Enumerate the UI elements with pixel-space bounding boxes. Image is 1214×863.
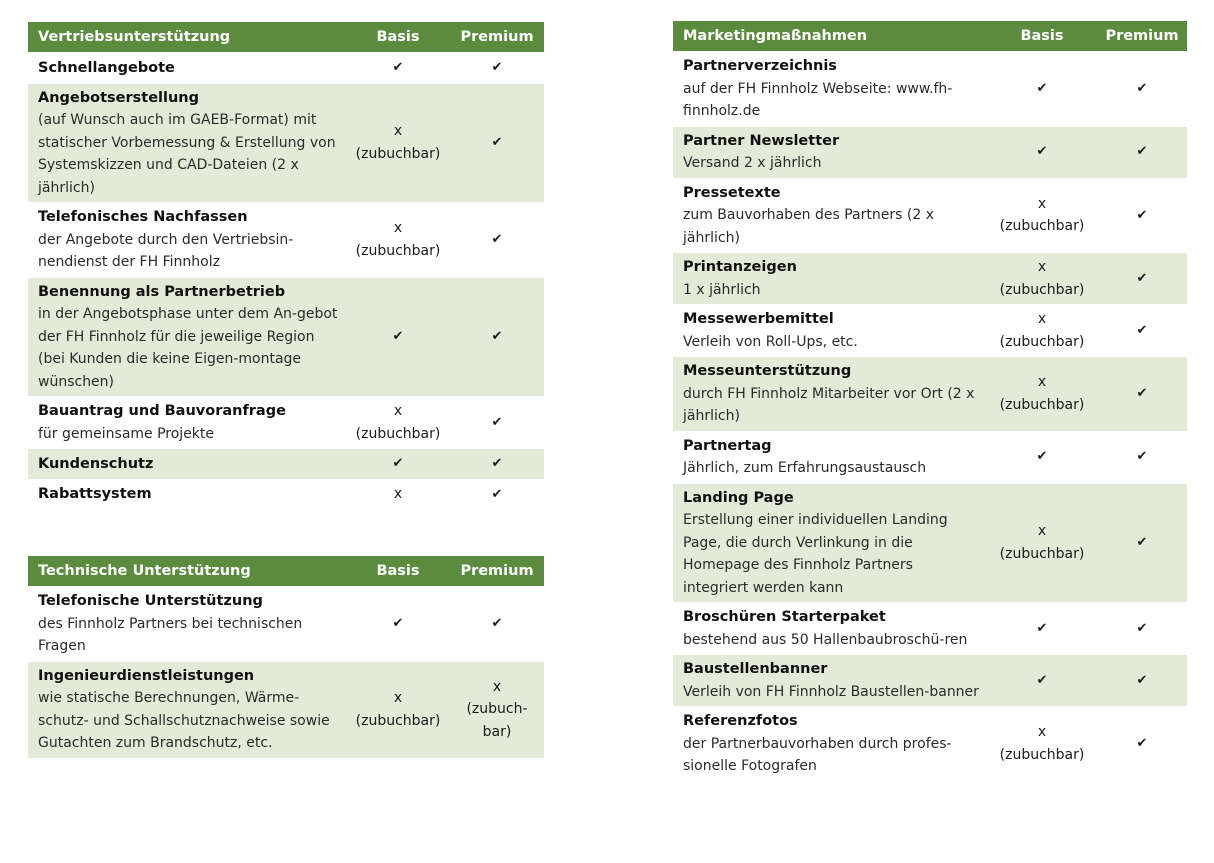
checkmark-icon: ✔ bbox=[491, 486, 503, 502]
header-basis: Basis bbox=[346, 556, 450, 587]
feature-title: Pressetexte bbox=[683, 184, 781, 201]
feature-title: Messewerbemittel bbox=[683, 311, 834, 327]
x-mark: x bbox=[1037, 195, 1047, 212]
feature-title: Messeunterstützung bbox=[683, 363, 852, 379]
basis-cell bbox=[987, 357, 1097, 432]
feature-cell bbox=[28, 83, 346, 203]
feature-cell bbox=[673, 707, 987, 781]
premium-cell bbox=[1097, 305, 1187, 357]
feature-description: Erstellung einer individuellen Landing Page, die durch Verlinkung in die Homepage des Finnholz Partners integriert werden kann bbox=[683, 512, 948, 596]
x-mark: x bbox=[1037, 374, 1047, 391]
feature-description: bestehend aus 50 Hallenbaubroschü-ren bbox=[683, 631, 968, 648]
basis-cell bbox=[987, 431, 1097, 483]
x-mark: x bbox=[393, 220, 403, 237]
table-marketingmassnahmen bbox=[673, 21, 1187, 781]
table-row bbox=[28, 277, 544, 397]
optional-note-line-1: (zubuch- bbox=[466, 701, 528, 718]
table-row bbox=[673, 357, 1187, 432]
table-technische-unterstuetzung bbox=[28, 556, 544, 758]
table-row bbox=[28, 83, 544, 203]
table-header bbox=[28, 556, 544, 587]
basis-cell bbox=[346, 449, 450, 480]
checkmark-icon: ✔ bbox=[1136, 449, 1148, 465]
basis-cell bbox=[346, 277, 450, 397]
feature-cell bbox=[28, 587, 346, 662]
premium-cell bbox=[1097, 431, 1187, 483]
table-row bbox=[673, 126, 1187, 178]
feature-cell bbox=[28, 203, 346, 278]
table-header bbox=[28, 22, 544, 53]
feature-description: für gemeinsame Projekte bbox=[38, 425, 215, 442]
feature-description: auf der FH Finnholz Webseite: www.fh-finnholz.de bbox=[683, 80, 953, 119]
basis-cell bbox=[987, 603, 1097, 655]
x-mark: x bbox=[393, 690, 403, 706]
checkmark-icon: ✔ bbox=[491, 135, 503, 150]
feature-cell bbox=[673, 483, 987, 603]
feature-description: zum Bauvorhaben des Partners (2 x jährlich) bbox=[683, 207, 934, 246]
checkmark-icon: ✔ bbox=[1136, 207, 1148, 223]
feature-title: Ingenieurdienstleistungen bbox=[38, 667, 255, 684]
checkmark-icon: ✔ bbox=[491, 60, 503, 75]
table-row bbox=[673, 305, 1187, 357]
x-mark: x bbox=[393, 486, 403, 502]
premium-cell bbox=[1097, 655, 1187, 707]
feature-title: Landing Page bbox=[683, 489, 794, 506]
premium-cell bbox=[450, 277, 544, 397]
table-row bbox=[673, 655, 1187, 707]
feature-title: Rabattsystem bbox=[38, 486, 152, 502]
table-row bbox=[673, 52, 1187, 127]
header-title: Marketingmaßnahmen bbox=[673, 21, 987, 52]
premium-cell bbox=[1097, 357, 1187, 432]
feature-cell bbox=[28, 661, 346, 758]
feature-description: (auf Wunsch auch im GAEB-Format) mit statischer Vorbemessung & Erstellung von Systemskizzen und CAD-Dateien (2 x jährlich) bbox=[38, 112, 336, 196]
checkmark-icon: ✔ bbox=[1136, 386, 1148, 401]
feature-description: durch FH Finnholz Mitarbeiter vor Ort (2 x jährlich) bbox=[683, 385, 975, 424]
premium-cell bbox=[1097, 707, 1187, 781]
header-premium: Premium bbox=[450, 22, 544, 53]
feature-description: Jährlich, zum Erfahrungsaustausch bbox=[683, 460, 927, 476]
checkmark-icon: ✔ bbox=[1036, 620, 1048, 636]
x-mark: x bbox=[492, 678, 502, 695]
feature-cell bbox=[28, 53, 346, 84]
table-row bbox=[28, 397, 544, 449]
table-row bbox=[673, 483, 1187, 603]
header-premium: Premium bbox=[450, 556, 544, 587]
optional-note: (zubuchbar) bbox=[999, 333, 1085, 350]
checkmark-icon: ✔ bbox=[1136, 322, 1148, 338]
basis-cell bbox=[346, 397, 450, 449]
table-row bbox=[28, 449, 544, 480]
optional-note: (zubuchbar) bbox=[999, 545, 1085, 562]
basis-cell bbox=[987, 52, 1097, 127]
premium-cell bbox=[1097, 126, 1187, 178]
basis-cell bbox=[346, 53, 450, 84]
optional-note: (zubuchbar) bbox=[999, 281, 1085, 298]
header-basis: Basis bbox=[987, 21, 1097, 52]
checkmark-icon: ✔ bbox=[1036, 449, 1048, 465]
header-basis: Basis bbox=[346, 22, 450, 53]
checkmark-icon: ✔ bbox=[392, 329, 404, 344]
feature-title: Telefonische Unterstützung bbox=[38, 593, 263, 609]
x-mark: x bbox=[1037, 724, 1047, 741]
feature-title: Partnerverzeichnis bbox=[683, 58, 837, 74]
feature-description: des Finnholz Partners bei technischen Fragen bbox=[38, 615, 303, 654]
feature-description: Versand 2 x jährlich bbox=[683, 155, 822, 171]
x-mark: x bbox=[1037, 311, 1047, 327]
premium-cell bbox=[1097, 253, 1187, 305]
feature-cell bbox=[28, 277, 346, 397]
feature-cell bbox=[673, 178, 987, 253]
feature-description: Verleih von Roll-Ups, etc. bbox=[683, 333, 858, 350]
feature-cell bbox=[673, 52, 987, 127]
basis-cell bbox=[346, 83, 450, 203]
header-title: Technische Unterstützung bbox=[28, 556, 346, 587]
checkmark-icon: ✔ bbox=[1036, 672, 1048, 688]
checkmark-icon: ✔ bbox=[491, 232, 503, 247]
checkmark-icon: ✔ bbox=[392, 456, 404, 471]
table-row bbox=[28, 479, 544, 509]
premium-cell bbox=[450, 479, 544, 509]
checkmark-icon: ✔ bbox=[491, 456, 503, 471]
checkmark-icon: ✔ bbox=[392, 60, 404, 75]
feature-cell bbox=[28, 397, 346, 449]
premium-cell bbox=[1097, 603, 1187, 655]
table-row bbox=[673, 431, 1187, 483]
feature-title: Printanzeigen bbox=[683, 259, 797, 275]
basis-cell bbox=[987, 253, 1097, 305]
feature-description: Verleih von FH Finnholz Baustellen-banner bbox=[683, 683, 979, 700]
basis-cell bbox=[346, 587, 450, 662]
checkmark-icon: ✔ bbox=[1136, 144, 1148, 160]
premium-cell bbox=[450, 203, 544, 278]
table-row bbox=[673, 603, 1187, 655]
feature-cell bbox=[673, 603, 987, 655]
feature-description: in der Angebotsphase unter dem An-gebot der FH Finnholz für die jeweilige Region (bei Kunden die keine Eigen-montage wünschen) bbox=[38, 306, 338, 390]
feature-cell bbox=[28, 479, 346, 509]
feature-description: der Partnerbauvorhaben durch profes-sionelle Fotografen bbox=[683, 735, 952, 774]
optional-note: (zubuchbar) bbox=[999, 218, 1085, 235]
header-premium: Premium bbox=[1097, 21, 1187, 52]
checkmark-icon: ✔ bbox=[1136, 535, 1148, 550]
basis-cell bbox=[346, 479, 450, 509]
feature-title: Telefonisches Nachfassen bbox=[38, 209, 248, 225]
basis-cell bbox=[346, 661, 450, 758]
checkmark-icon: ✔ bbox=[1136, 620, 1148, 636]
basis-cell bbox=[987, 126, 1097, 178]
feature-description: wie statische Berechnungen, Wärme-schutz- und Schallschutznachweise sowie Gutachten zum Brandschutz, etc. bbox=[38, 690, 330, 751]
basis-cell bbox=[987, 305, 1097, 357]
table-row bbox=[673, 707, 1187, 781]
feature-title: Baustellenbanner bbox=[683, 661, 828, 677]
feature-title: Benennung als Partnerbetrieb bbox=[38, 283, 286, 300]
feature-title: Broschüren Starterpaket bbox=[683, 609, 886, 625]
checkmark-icon: ✔ bbox=[1136, 736, 1148, 751]
x-mark: x bbox=[1037, 259, 1047, 275]
table-row bbox=[28, 587, 544, 662]
feature-cell bbox=[28, 449, 346, 480]
feature-cell bbox=[673, 357, 987, 432]
checkmark-icon: ✔ bbox=[1036, 81, 1048, 96]
checkmark-icon: ✔ bbox=[491, 414, 503, 430]
checkmark-icon: ✔ bbox=[1036, 144, 1048, 160]
table-row bbox=[28, 203, 544, 278]
feature-cell bbox=[673, 655, 987, 707]
basis-cell bbox=[987, 655, 1097, 707]
table-header bbox=[673, 21, 1187, 52]
basis-cell bbox=[987, 483, 1097, 603]
feature-title: Angebotserstellung bbox=[38, 89, 200, 106]
feature-title: Schnellangebote bbox=[38, 59, 175, 76]
premium-cell bbox=[450, 449, 544, 480]
optional-note: (zubuchbar) bbox=[999, 396, 1085, 413]
table-row bbox=[28, 661, 544, 758]
feature-cell bbox=[673, 126, 987, 178]
basis-cell bbox=[987, 707, 1097, 781]
premium-cell bbox=[1097, 52, 1187, 127]
optional-note-line-2: bar) bbox=[482, 723, 512, 740]
feature-title: Kundenschutz bbox=[38, 455, 154, 472]
checkmark-icon: ✔ bbox=[491, 329, 503, 344]
feature-description: 1 x jährlich bbox=[683, 281, 761, 298]
feature-cell bbox=[673, 305, 987, 357]
table-vertriebsunterstuetzung bbox=[28, 22, 544, 509]
basis-cell bbox=[346, 203, 450, 278]
optional-note: (zubuchbar) bbox=[355, 712, 441, 729]
feature-title: Partnertag bbox=[683, 437, 772, 454]
table-row bbox=[28, 53, 544, 84]
x-mark: x bbox=[393, 403, 403, 419]
premium-cell bbox=[1097, 483, 1187, 603]
x-mark: x bbox=[393, 123, 403, 140]
feature-description: der Angebote durch den Vertriebsin-nendienst der FH Finnholz bbox=[38, 231, 294, 270]
header-title: Vertriebsunterstützung bbox=[28, 22, 346, 53]
checkmark-icon: ✔ bbox=[392, 616, 404, 631]
premium-cell bbox=[450, 661, 544, 758]
optional-note: (zubuchbar) bbox=[355, 242, 441, 259]
premium-cell bbox=[1097, 178, 1187, 253]
optional-note: (zubuchbar) bbox=[999, 746, 1085, 763]
feature-cell bbox=[673, 431, 987, 483]
checkmark-icon: ✔ bbox=[1136, 270, 1148, 286]
checkmark-icon: ✔ bbox=[1136, 81, 1148, 96]
table-row bbox=[673, 178, 1187, 253]
optional-note: (zubuchbar) bbox=[355, 145, 441, 162]
premium-cell bbox=[450, 83, 544, 203]
x-mark: x bbox=[1037, 523, 1047, 540]
optional-note: (zubuchbar) bbox=[355, 425, 441, 442]
table-row bbox=[673, 253, 1187, 305]
checkmark-icon: ✔ bbox=[491, 616, 503, 631]
feature-title: Referenzfotos bbox=[683, 713, 798, 729]
premium-cell bbox=[450, 53, 544, 84]
feature-cell bbox=[673, 253, 987, 305]
premium-cell bbox=[450, 397, 544, 449]
checkmark-icon: ✔ bbox=[1136, 672, 1148, 688]
basis-cell bbox=[987, 178, 1097, 253]
feature-title: Bauantrag und Bauvoranfrage bbox=[38, 403, 286, 419]
premium-cell bbox=[450, 587, 544, 662]
feature-title: Partner Newsletter bbox=[683, 132, 840, 149]
